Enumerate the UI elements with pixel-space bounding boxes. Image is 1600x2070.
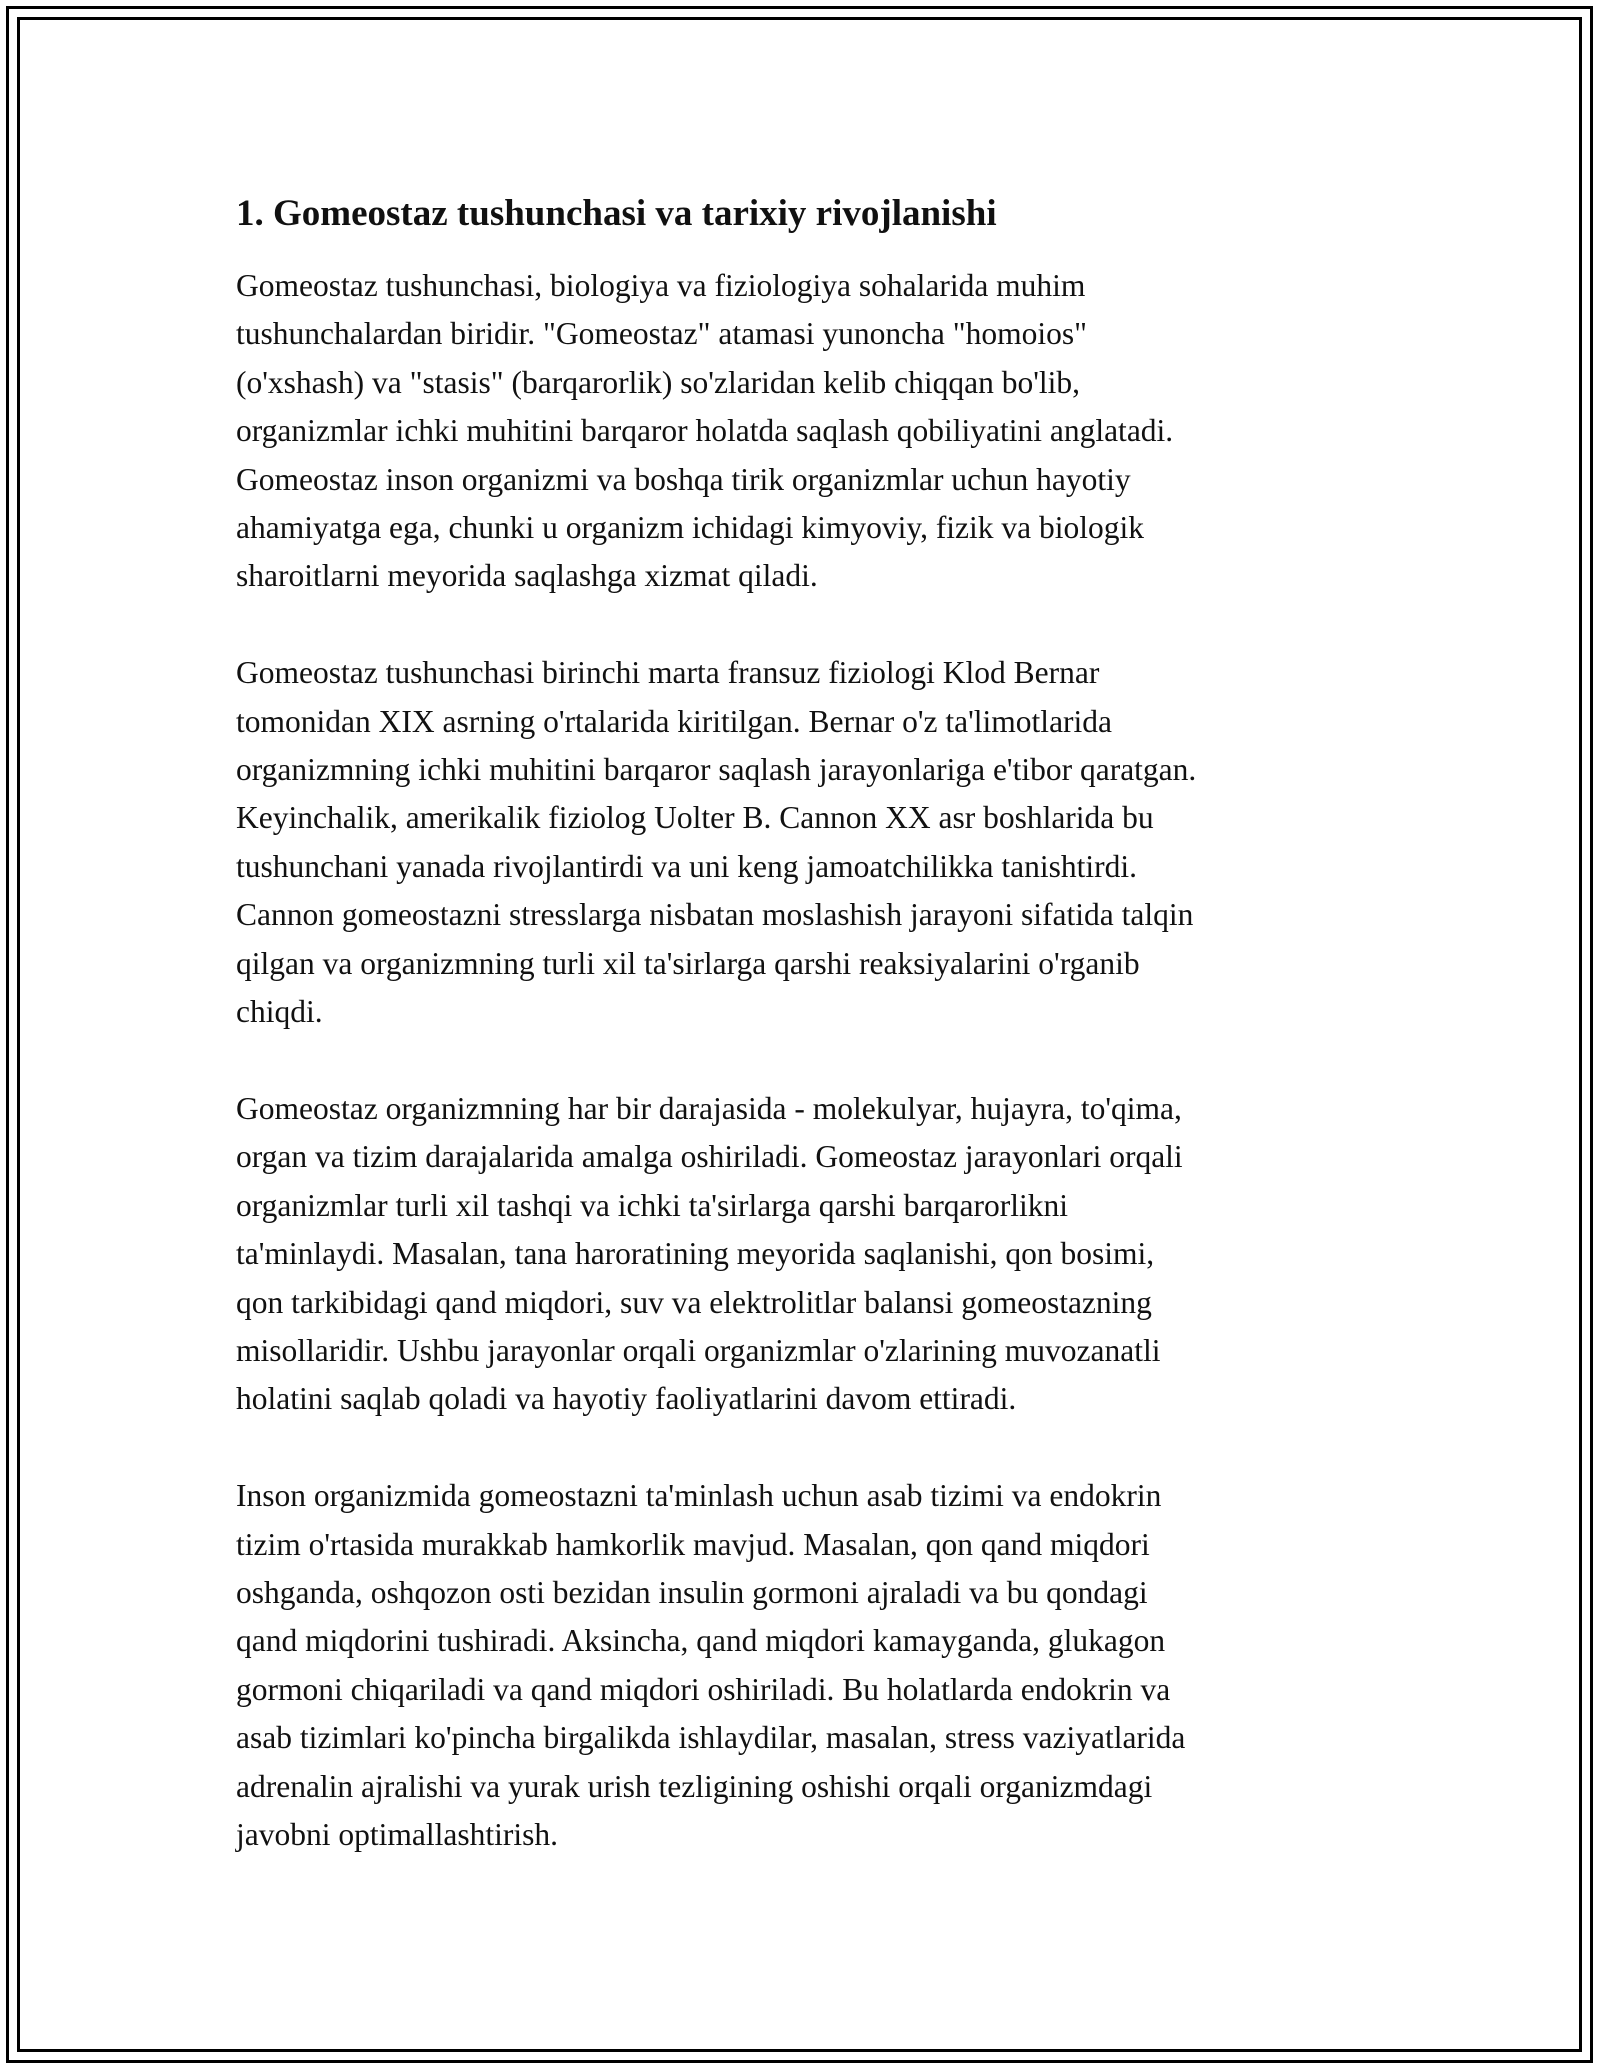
text-line: qon tarkibidagi qand miqdori, suv va elektrolitlar balansi gomeostazning <box>236 1284 1152 1320</box>
text-line: Gomeostaz organizmning har bir darajasida - molekulyar, hujayra, to'qima, <box>236 1090 1182 1126</box>
text-line: organizmning ichki muhitini barqaror saqlash jarayonlariga e'tibor qaratgan. <box>236 752 1197 788</box>
text-line: ahamiyatga ega, chunki u organizm ichidagi kimyoviy, fizik va biologik <box>236 510 1145 546</box>
text-line: oshganda, oshqozon osti bezidan insulin gormoni ajraladi va bu qondagi <box>236 1574 1148 1610</box>
text-line: Cannon gomeostazni stresslarga nisbatan moslashish jarayoni sifatida talqin <box>236 897 1194 933</box>
text-line: organ va tizim darajalarida amalga oshiriladi. Gomeostaz jarayonlari orqali <box>236 1139 1183 1175</box>
text-line: tizim o'rtasida murakkab hamkorlik mavjud. Masalan, qon qand miqdori <box>236 1526 1150 1562</box>
section-heading: 1. Gomeostaz tushunchasi va tarixiy rivojlanishi <box>236 193 997 234</box>
text-line: Inson organizmida gomeostazni ta'minlash uchun asab tizimi va endokrin <box>236 1478 1162 1514</box>
paragraph-history <box>236 649 1366 1036</box>
text-line: sharoitlarni meyorida saqlashga xizmat qiladi. <box>236 558 818 594</box>
text-line: adrenalin ajralishi va yurak urish tezligining oshishi orqali organizmdagi <box>236 1768 1153 1804</box>
text-line: organizmlar ichki muhitini barqaror holatda saqlash qobiliyatini anglatadi. <box>236 413 1174 449</box>
text-line: chiqdi. <box>236 994 323 1030</box>
text-line: qilgan va organizmning turli xil ta'sirlarga qarshi reaksiyalarini o'rganib <box>236 945 1140 981</box>
text-line: (o'xshash) va "stasis" (barqarorlik) so'zlaridan kelib chiqqan bo'lib, <box>236 364 1081 400</box>
text-line: qand miqdorini tushiradi. Aksincha, qand miqdori kamayganda, glukagon <box>236 1623 1166 1659</box>
paragraph-regulation <box>236 1472 1366 1859</box>
text-line: gormoni chiqariladi va qand miqdori oshiriladi. Bu holatlarda endokrin va <box>236 1671 1171 1707</box>
text-line: organizmlar turli xil tashqi va ichki ta'sirlarga qarshi barqarorlikni <box>236 1187 1069 1223</box>
document-body <box>236 180 1366 1908</box>
text-line: asab tizimlari ko'pincha birgalikda ishlaydilar, masalan, stress vaziyatlarida <box>236 1720 1186 1756</box>
text-line: Gomeostaz tushunchasi birinchi marta fransuz fiziologi Klod Bernar <box>236 655 1100 691</box>
text-line: tomonidan XIX asrning o'rtalarida kiritilgan. Bernar o'z ta'limotlarida <box>236 703 1113 739</box>
text-line: Keyinchalik, amerikalik fiziolog Uolter B. Cannon XX asr boshlarida bu <box>236 800 1154 836</box>
text-line: misollaridir. Ushbu jarayonlar orqali organizmlar o'zlarining muvozanatli <box>236 1332 1161 1368</box>
text-line: Gomeostaz inson organizmi va boshqa tirik organizmlar uchun hayotiy <box>236 461 1131 497</box>
paragraph-definition <box>236 262 1366 601</box>
text-line: javobni optimallashtirish. <box>236 1816 558 1852</box>
text-line: holatini saqlab qoladi va hayotiy faoliyatlarini davom ettiradi. <box>236 1381 1017 1417</box>
paragraph-levels <box>236 1085 1366 1424</box>
text-line: Gomeostaz tushunchasi, biologiya va fiziologiya sohalarida muhim <box>236 268 1086 303</box>
text-line: ta'minlaydi. Masalan, tana haroratining meyorida saqlanishi, qon bosimi, <box>236 1236 1155 1272</box>
text-line: tushunchalardan biridir. "Gomeostaz" atamasi yunoncha "homoios" <box>236 316 1087 352</box>
text-line: tushunchani yanada rivojlantirdi va uni keng jamoatchilikka tanishtirdi. <box>236 848 1138 884</box>
